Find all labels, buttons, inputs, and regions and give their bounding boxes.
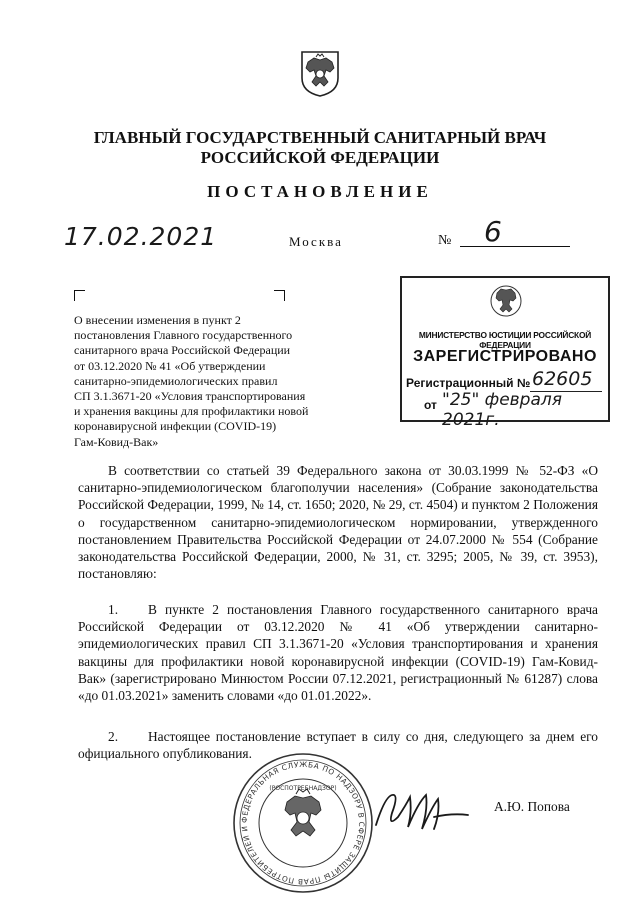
item-2-text: Настоящее постановление вступает в силу со дня, следующего за днем его официального опубликования. (78, 729, 598, 762)
preamble-text: В соответствии со статьей 39 Федерального закона от 30.03.1999 № 52-ФЗ «О санитарно-эпидемиологическом благополучии населения» (Собрание законодательства Российской Федерации, 1999, № 14, ст. 1650; 2020, № 29, ст. 4504) и пунктом 2 Положения о государственном санитарно-эпидемиологическом нормировании, утвержденного постановлением Правительства Российской Федерации от 24.07.2000 № 554 (Собрание законодательства Российской Федерации, 2000, № 31, ст. 3295; 2005, № 39, ст. 3953), постановляю: (78, 463, 598, 582)
stamp-status: ЗАРЕГИСТРИРОВАНО (413, 348, 597, 365)
item-1-text: В пункте 2 постановления Главного государственного санитарного врача Российской Федерации от 03.12.2020 № 41 «Об утверждении санитарно-эпидемиологических правил СП 3.1.3671-20 «Условия транспортирования и хранения вакцины для профилактики новой коронавирусной инфекции (COVID-19) Гам-Ковид-Вак» (зарегистрировано Минюстом России 07.12.2021, регистрационный № 61287) слова «до 01.03.2021» заменить словами «до 01.01.2022». (78, 602, 598, 704)
document-subject: О внесении изменения в пункт 2 постановления Главного государственного санитарного врача Российской Федерации от 03.12.2020 № 41 «Об утверждении санитарно-эпидемиологических правил СП 3.1.3671-20 «Условия транспортирования и хранения вакцины для профилактики новой коронавирусной инфекции (COVID-19) Гам-Ковид-Вак» (74, 313, 309, 449)
handwritten-signature (372, 783, 472, 835)
document-type: ПОСТАНОВЛЕНИЕ (207, 182, 433, 201)
document-date: 17.02.2021 (64, 222, 218, 251)
document-city: Москва (289, 234, 343, 249)
svg-text:(РОСПОТРЕБНАДЗОР): (РОСПОТРЕБНАДЗОР) (269, 785, 337, 792)
preamble-paragraph (78, 462, 598, 582)
issuing-authority: ГЛАВНЫЙ ГОСУДАРСТВЕННЫЙ САНИТАРНЫЙ ВРАЧ РОССИЙСКОЙ ФЕДЕРАЦИИ (93, 128, 547, 167)
stamp-date-prefix: от (424, 398, 437, 412)
item-2-number: 2. (108, 729, 119, 744)
subject-bracket-right (274, 290, 285, 301)
item-1-paragraph (78, 601, 598, 704)
subject-bracket-left (74, 290, 85, 301)
svg-text:ФЕДЕРАЛЬНАЯ СЛУЖБА ПО НАДЗОРУ: ФЕДЕРАЛЬНАЯ СЛУЖБА ПО НАДЗОРУ В СФЕРЕ ЗАЩИТЫ ПРАВ ПОТРЕБИТЕЛЕЙ И (239, 759, 367, 887)
number-underline (460, 246, 570, 247)
coat-of-arms-emblem-icon (296, 48, 344, 98)
number-label: № (438, 233, 452, 248)
official-seal (232, 752, 374, 894)
document-number: 6 (484, 215, 502, 248)
stamp-date: "25" февраля 2021г. (442, 390, 562, 430)
item-1-number: 1. (108, 602, 119, 617)
stamp-emblem-icon (490, 284, 522, 318)
signer-name: А.Ю. Попова (494, 799, 570, 814)
stamp-regno: 62605 (532, 368, 593, 390)
registration-stamp (400, 276, 610, 430)
stamp-regno-label: Регистрационный № (406, 376, 531, 390)
stamp-ministry: МИНИСТЕРСТВО ЮСТИЦИИ РОССИЙСКОЙ ФЕДЕРАЦИИ (418, 330, 592, 350)
